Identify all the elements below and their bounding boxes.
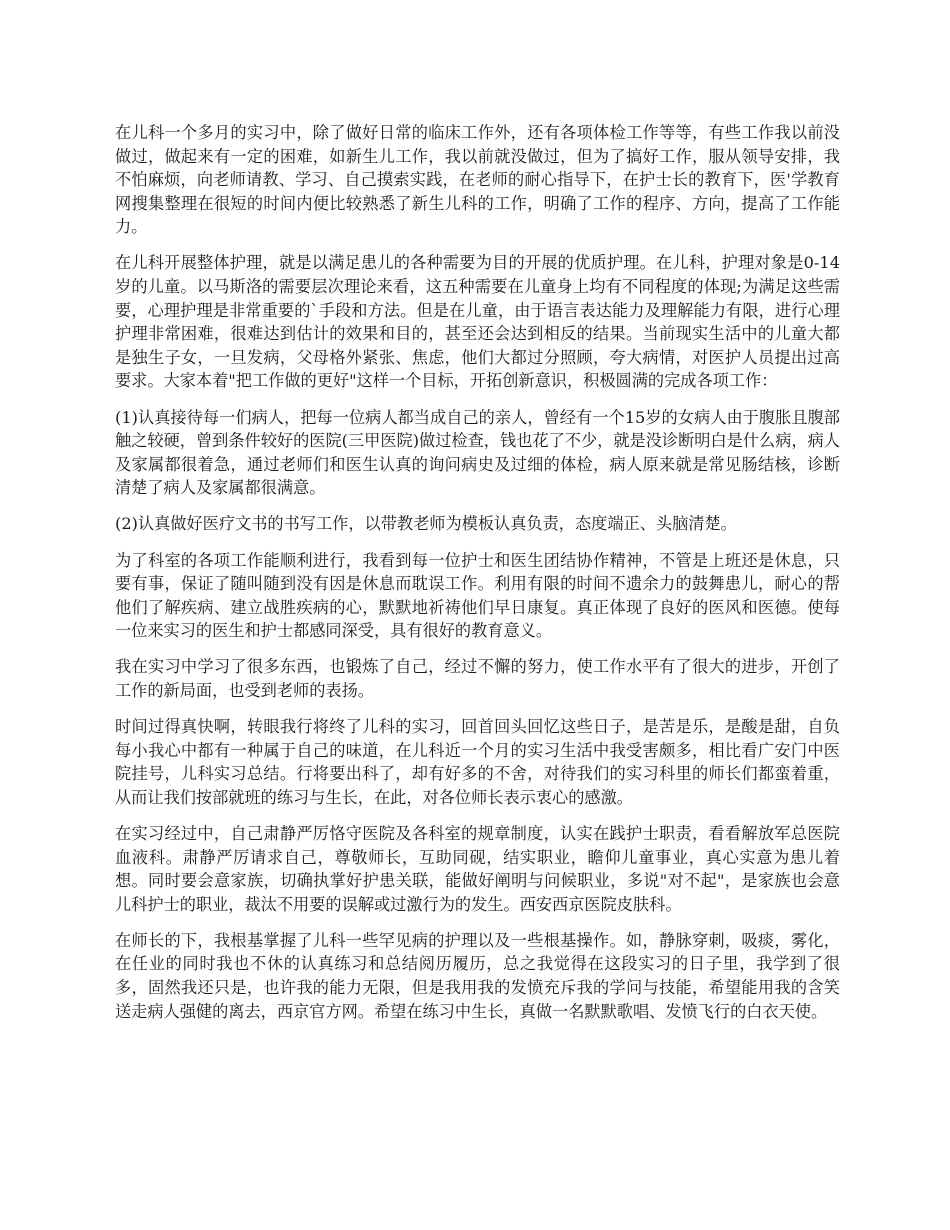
paragraph: 在儿科开展整体护理，就是以满足患儿的各种需要为目的开展的优质护理。在儿科，护理对象是0-14岁的儿童。以马斯洛的需要层次理论来看，这五种需要在儿童身上均有不同程度的体现;为满足这些需要，心理护理是非常重要的`手段和方法。但是在儿童，由于语言表达能力及理解能力有限，进行心理护理非常困难，很难达到估计的效果和目的，甚至还会达到相反的结果。当前现实生活中的儿童大都是独生子女，一旦发病，父母格外紧张、焦虑，他们大都过分照顾，夸大病情，对医护人员提出过高要求。大家本着"把工作做的更好"这样一个目标，开拓创新意识，积极圆满的完成各项工作： <box>115 253 840 391</box>
paragraph: 我在实习中学习了很多东西，也锻炼了自己，经过不懈的努力，使工作水平有了很大的进步，开创了工作的新局面，也受到老师的表扬。 <box>115 657 840 700</box>
paragraph: 在师长的下，我根基掌握了儿科一些罕见病的护理以及一些根基操作。如，静脉穿刺，吸痰，雾化，在任业的同时我也不休的认真练习和总结阅历履历，总之我觉得在这段实习的日子里，我学到了很多，固然我还只是，也许我的能力无限，但是我用我的发愤充斥我的学问与技能，希望能用我的含笑送走病人强健的离去，西京官方网。希望在练习中生长，真做一名默默歌唱、发愤飞行的白衣天使。 <box>115 930 840 1021</box>
document-body <box>115 121 840 1036</box>
paragraph: 在儿科一个多月的实习中，除了做好日常的临床工作外，还有各项体检工作等等，有些工作我以前没做过，做起来有一定的困难，如新生儿工作，我以前就没做过，但为了搞好工作，服从领导安排，我不怕麻烦，向老师请教、学习、自己摸索实践，在老师的耐心指导下，在护士长的教育下，医'学教育网搜集整理在很短的时间内便比较熟悉了新生儿科的工作，明确了工作的程序、方向，提高了工作能力。 <box>115 123 840 237</box>
paragraph: (2)认真做好医疗文书的书写工作，以带教老师为模板认真负责，态度端正、头脑清楚。 <box>115 514 737 534</box>
paragraph: 在实习经过中，自己肃静严厉恪守医院及各科室的规章制度，认实在践护士职责，看看解放军总医院血液科。肃静严厉请求自己，尊敬师长，互助同砚，结实职业，瞻仰儿童事业，真心实意为患儿着想。同时要会意家族，切确执掌好护患关联，能做好阐明与问候职业，多说"对不起"，是家族也会意儿科护士的职业，裁汰不用要的误解或过激行为的发生。西安西京医院皮肤科。 <box>115 823 840 914</box>
paragraph: (1)认真接待每一们病人，把每一位病人都当成自己的亲人，曾经有一个15岁的女病人由于腹胀且腹部触之较硬，曾到条件较好的医院(三甲医院)做过检查，钱也花了不少，就是没诊断明白是什么病，病人及家属都很着急，通过老师们和医生认真的询问病史及过细的体检，病人原来就是常见肠结核，诊断清楚了病人及家属都很满意。 <box>115 407 840 498</box>
paragraph: 为了科室的各项工作能顺利进行，我看到每一位护士和医生团结协作精神，不管是上班还是休息，只要有事，保证了随叫随到没有因是休息而耽误工作。利用有限的时间不遗余力的鼓舞患儿，耐心的帮他们了解疾病、建立战胜疾病的心，默默地祈祷他们早日康复。真正体现了良好的医风和医德。使每一位来实习的医生和护士都感同深受，具有很好的教育意义。 <box>115 550 840 641</box>
paragraph: 时间过得真快啊，转眼我行将终了儿科的实习，回首回头回忆这些日子，是苦是乐，是酸是甜，自负每小我心中都有一种属于自己的味道，在儿科近一个月的实习生活中我受害颇多，相比看广安门中医院挂号，儿科实习总结。行将要出科了，却有好多的不舍，对待我们的实习科里的师长们都蛮着重，从而让我们按部就班的练习与生长，在此，对各位师长表示衷心的感激。 <box>115 717 840 807</box>
